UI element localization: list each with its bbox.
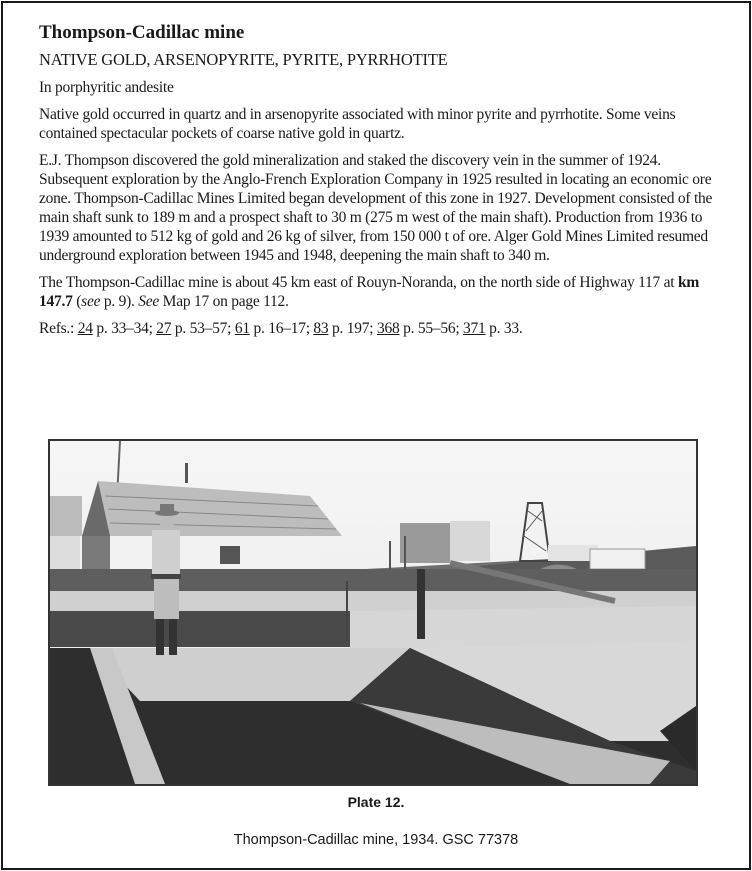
document-page: [1, 1, 751, 870]
photo-illustration: [50, 441, 696, 784]
location-text-1: The Thompson-Cadillac mine is about 45 km east of Rouyn-Noranda, on the north side of Highway 117 at: [39, 274, 678, 291]
mill-building: [400, 523, 450, 563]
history-paragraph: E.J. Thompson discovered the gold mineralization and staked the discovery vein in the summer of 1924. Subsequent exploration by the Anglo-French Exploration Company in 1925 resulted in locating an economic ore zone. Thompson-Cadillac Mines Limited began development of this zone in 1927. Development consisted of the main shaft sunk to 189 m and a prospect shaft to 30 m (275 m west of the main shaft). Production from 1936 to 1939 amounted to 512 kg of gold and 26 kg of silver, from 150 000 t of ore. Alger Gold Mines Limited resumed underground exploration between 1945 and 1948, deepening the main shaft to 340 m.: [39, 152, 713, 264]
ref-pages: p. 16–17;: [249, 320, 314, 337]
ref-link[interactable]: 371: [463, 320, 486, 337]
ref-link[interactable]: 368: [376, 320, 400, 337]
location-paragraph: [39, 273, 719, 311]
ref-pages: p. 55–56;: [399, 320, 464, 337]
location-text-3: p. 9).: [100, 293, 139, 310]
plate-caption: Thompson-Cadillac mine, 1934. GSC 77378: [233, 832, 519, 848]
mine-photograph: [48, 439, 698, 786]
references: [39, 319, 719, 338]
mine-title: Thompson-Cadillac mine: [39, 22, 245, 43]
shed-2: [590, 549, 645, 569]
pipe: [417, 569, 425, 639]
description-paragraph: Native gold occurred in quartz and in arsenopyrite associated with minor pyrite and pyrrhotite. Some veins contained spectacular pockets of coarse native gold in quartz.: [39, 106, 676, 142]
location-text-4: Map 17 on page 112.: [159, 293, 289, 310]
ref-pages: p. 33–34;: [92, 320, 157, 337]
text-block: [39, 21, 719, 346]
plate-label: Plate 12.: [347, 794, 405, 810]
see-italic: see: [81, 293, 101, 310]
refs-label: Refs.:: [39, 320, 78, 337]
ref-link[interactable]: 61: [234, 320, 250, 337]
km-marker: km 147.7: [39, 274, 700, 310]
see-italic-2: See: [138, 293, 160, 310]
location-text-2: (: [72, 293, 82, 310]
ref-pages: p. 197;: [328, 320, 377, 337]
ref-link[interactable]: 24: [77, 320, 93, 337]
ref-pages: p. 53–57;: [171, 320, 235, 337]
host-rock: In porphyritic andesite: [39, 79, 174, 96]
ref-link[interactable]: 83: [313, 320, 329, 337]
ref-pages: p. 33.: [485, 320, 523, 337]
mill-building-2: [450, 521, 490, 561]
minerals-list: NATIVE GOLD, ARSENOPYRITE, PYRITE, PYRRHOTITE: [39, 50, 448, 69]
ref-link[interactable]: 27: [156, 320, 172, 337]
